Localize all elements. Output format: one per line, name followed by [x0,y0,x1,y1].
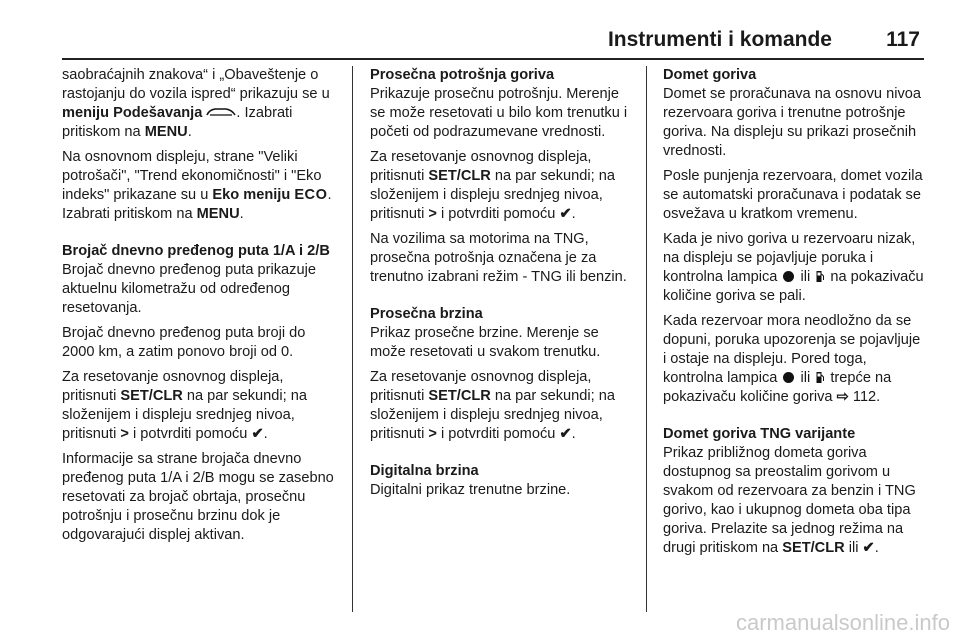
page-title: Instrumenti i komande [607,28,832,51]
car-icon [206,106,236,118]
checkmark-icon: ✔ [862,540,875,556]
chevron-right-icon: > [428,206,437,222]
page-number: 117 [886,28,920,51]
checkmark-icon: ✔ [251,426,264,442]
column-divider [646,66,647,612]
column-2 [370,66,632,506]
warning-lamp-icon [783,271,794,282]
chevron-right-icon: > [428,426,437,442]
section-heading: Brojač dnevno pređenog puta 1/A i 2/B [62,243,330,259]
eco-icon: ECO [294,187,328,203]
paragraph: Kada rezervoar mora neodložno da se dopuni, poruka upozorenja se pojavljuje i ostaje na displeju. Pored toga, kontrolna lampica ili trepće na pokazivaču količine goriva ⇨ 112. [663,313,921,405]
paragraph: Prikazuje prosečnu potrošnju. Merenje se može resetovati u bilo kom trenutku i početi od podrazumevane vrednosti. [370,86,628,140]
paragraph: Domet se proračunava na osnovu nivoa rezervoara goriva i trenutne potrošnje goriva. Na displeju su prikazi prosečnih vrednosti. [663,86,921,159]
fuel-pump-icon [816,270,824,283]
paragraph: Na vozilima sa motorima na TNG, prosečna potrošnja označena je za trenutno izabrani režim - TNG ili benzin. [370,231,627,285]
column-divider [352,66,353,612]
section-heading: Prosečna potrošnja goriva [370,67,555,83]
fuel-pump-icon [816,371,824,384]
paragraph: Za resetovanje osnovnog displeja, pritisnuti SET/CLR na par sekundi; na složenijem i displeju srednjeg nivoa, pritisnuti > i potvrditi pomoću ✔. [62,369,307,442]
section-heading: Digitalna brzina [370,463,479,479]
paragraph: Kada je nivo goriva u rezervoaru nizak, na displeju se pojavljuje poruka i kontrolna lampica ili na pokazivaču količine goriva se pali. [663,231,924,304]
paragraph: saobraćajnih znakova“ i „Obaveštenje o rastojanju do vozila ispred“ prikazuju se u meniju Podešavanja . Izabrati pritiskom na MENU. [62,67,330,140]
paragraph: Informacije sa strane brojača dnevno pređenog puta 1/A i 2/B mogu se zasebno resetovati za brojač obrtaja, prosečnu potrošnju i prosečnu brzinu dok je odgovarajući displej aktivan. [62,451,334,543]
paragraph: Brojač dnevno pređenog puta prikazuje aktuelnu kilometražu od određenog resetovanja. [62,262,316,316]
paragraph: Za resetovanje osnovnog displeja, pritisnuti SET/CLR na par sekundi; na složenijem i displeju srednjeg nivoa, pritisnuti > i potvrditi pomoću ✔. [370,369,615,442]
checkmark-icon: ✔ [559,426,572,442]
chevron-right-icon: > [120,426,129,442]
section-heading: Domet goriva [663,67,757,83]
page-header [62,26,924,60]
warning-lamp-icon [783,372,794,383]
paragraph: Posle punjenja rezervoara, domet vozila se automatski proračunava i podatak se osvežava u kratkom vremenu. [663,168,923,222]
watermark: carmanualsonline.info [735,610,950,635]
paragraph: Za resetovanje osnovnog displeja, pritisnuti SET/CLR na par sekundi; na složenijem i displeju srednjeg nivoa, pritisnuti > i potvrditi pomoću ✔. [370,149,615,222]
section-heading: Prosečna brzina [370,306,483,322]
paragraph: Brojač dnevno pređenog puta broji do 2000 km, a zatim ponovo broji od 0. [62,325,306,360]
section-heading: Domet goriva TNG varijante [663,426,856,442]
paragraph: Prikaz prosečne brzine. Merenje se može resetovati u svakom trenutku. [370,325,601,360]
paragraph: Digitalni prikaz trenutne brzine. [370,482,571,498]
column-3 [663,66,925,564]
checkmark-icon: ✔ [559,206,572,222]
reference-arrow-icon[interactable]: ⇨ [836,389,849,405]
paragraph: Prikaz približnog dometa goriva dostupnog sa preostalim gorivom u svakom od rezervoara za benzin i TNG gorivo, kao i ukupnog dometa oba tipa goriva. Prelazite sa jednog režima na drugi pritiskom na SET/CLR ili ✔. [663,445,916,556]
paragraph: Na osnovnom displeju, strane "Veliki potrošači", "Trend ekonomičnosti" i "Eko indeks" prikazane su u Eko meniju ECO. Izabrati pritiskom na MENU. [62,149,332,222]
column-1 [62,66,340,551]
